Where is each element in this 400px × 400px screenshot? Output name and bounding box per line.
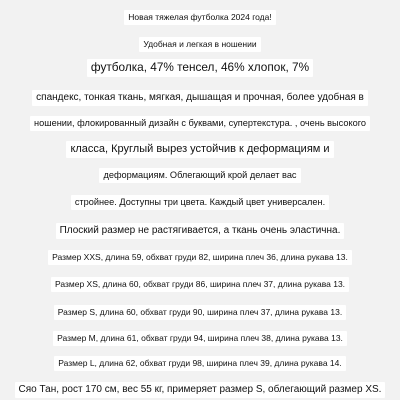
size-row-xs-text: Размер XS, длина 60, обхват груди 86, ширина плеч 37, длина рукава 13.: [51, 277, 349, 292]
text-line-3: [0, 114, 400, 131]
subheadline-text: Удобная и легкая в ношении: [139, 37, 260, 52]
text-line-5: [0, 166, 400, 183]
text-line-3-text: ношении, флокированный дизайн с буквами, супертекстура. , очень высокого: [30, 116, 370, 131]
subheadline-line: [0, 35, 400, 52]
size-row-xxs-text: Размер XXS, длина 59, обхват груди 82, ширина плеч 36, длина рукава 13.: [48, 250, 352, 265]
text-line-4-text: класса, Круглый вырез устойчив к деформациям и: [66, 141, 333, 158]
size-row-l: [0, 354, 400, 371]
text-line-6-text: стройнее. Доступны три цвета. Каждый цвет универсален.: [71, 195, 329, 210]
text-line-2: [0, 88, 400, 106]
size-row-s: [0, 303, 400, 320]
size-row-xxs: [0, 248, 400, 265]
headline-text: Новая тяжелая футболка 2024 года!: [124, 10, 275, 25]
text-line-1-text: футболка, 47% тенсел, 46% хлопок, 7%: [87, 59, 313, 77]
model-fit-text: Сяо Тан, рост 170 см, вес 55 кг, примеряет размер S, облегающий размер XS.: [15, 382, 386, 398]
size-row-xs: [0, 275, 400, 292]
text-line-7: [0, 221, 400, 239]
size-row-l-text: Размер L, длина 62, обхват груди 98, ширина плеч 39, длина рукава 14.: [54, 356, 345, 371]
size-row-s-text: Размер S, длина 60, обхват груди 90, ширина плеч 37, длина рукава 13.: [54, 305, 346, 320]
text-line-7-text: Плоский размер не растягивается, а ткань очень эластична.: [56, 223, 345, 239]
size-row-m-text: Размер M, длина 61, обхват груди 94, ширина плеч 38, длина рукава 13.: [53, 331, 347, 346]
text-line-2-text: спандекс, тонкая ткань, мягкая, дышащая и прочная, более удобная в: [32, 90, 368, 106]
text-line-6: [0, 193, 400, 210]
text-line-4: [0, 140, 400, 158]
model-fit-line: [0, 380, 400, 398]
headline-line: [0, 8, 400, 25]
text-line-5-text: деформациям. Облегающий крой делает вас: [99, 168, 300, 183]
size-row-m: [0, 329, 400, 346]
text-line-1: [0, 59, 400, 77]
